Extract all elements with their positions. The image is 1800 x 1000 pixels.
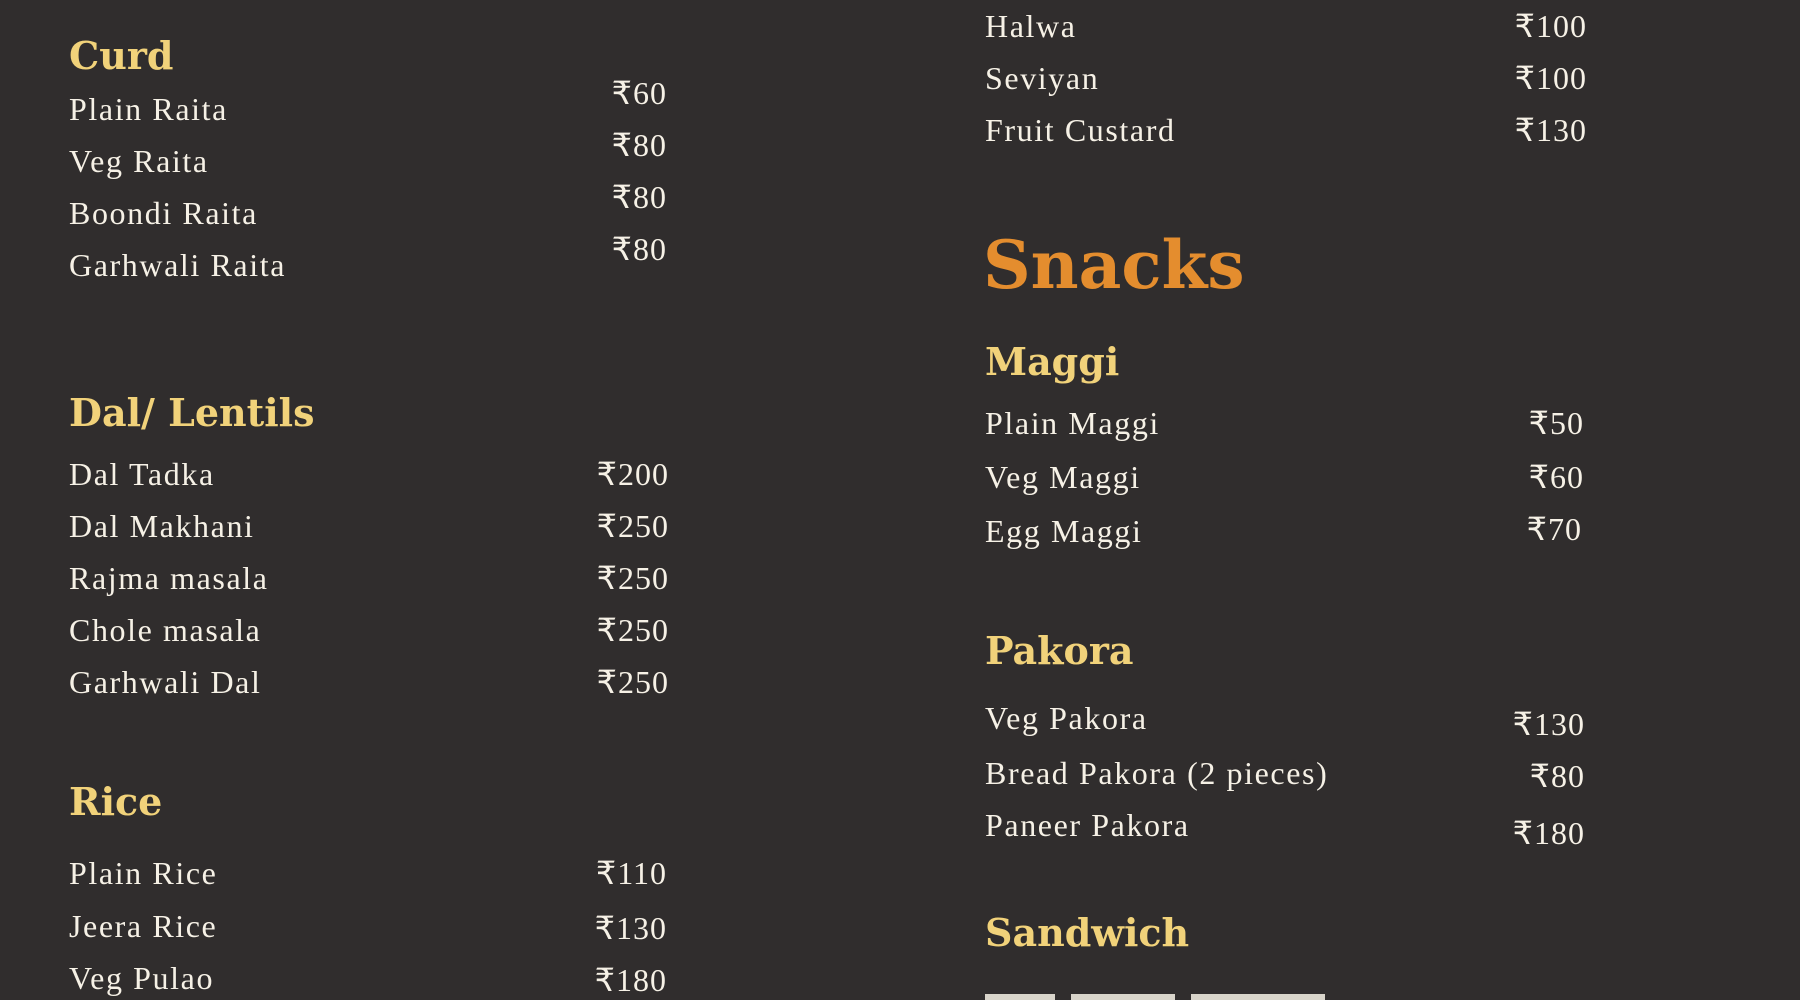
menu-item-name: Dal Tadka — [69, 456, 215, 492]
menu-item-name: Halwa — [985, 8, 1077, 44]
menu-item-price: ₹130 — [1512, 706, 1585, 742]
section-title-pakora: Pakora — [985, 628, 1134, 673]
section-title-maggi: Maggi — [985, 339, 1120, 384]
menu-item-price: ₹70 — [1526, 511, 1582, 547]
menu-item-price: ₹180 — [1512, 815, 1585, 851]
menu-item-name: Dal Makhani — [69, 508, 255, 544]
menu-item-price: ₹130 — [1514, 112, 1587, 148]
menu-item-name: Veg Pakora — [985, 700, 1148, 736]
menu-item-price: ₹200 — [596, 456, 669, 492]
menu-item-price: ₹250 — [596, 508, 669, 544]
menu-item-price: ₹60 — [611, 75, 667, 111]
menu-item-price: ₹80 — [611, 179, 667, 215]
menu-item-price: ₹80 — [611, 231, 667, 267]
menu-item-price: ₹130 — [594, 910, 667, 946]
section-title-dal: Dal/ Lentils — [69, 390, 315, 435]
section-title-sandwich: Sandwich — [985, 910, 1190, 955]
menu-item-name: Plain Raita — [69, 91, 228, 127]
menu-item-name: Egg Maggi — [985, 513, 1143, 549]
menu-item-name: Boondi Raita — [69, 195, 258, 231]
cut-off-menu-line — [985, 994, 1325, 1000]
menu-item-price: ₹80 — [1529, 758, 1585, 794]
category-title-snacks: Snacks — [983, 226, 1245, 304]
menu-item-price: ₹50 — [1528, 405, 1584, 441]
menu-item-name: Plain Maggi — [985, 405, 1160, 441]
menu-item-price: ₹100 — [1514, 60, 1587, 96]
section-title-curd: Curd — [69, 33, 174, 78]
menu-item-price: ₹60 — [1528, 459, 1584, 495]
menu-item-price: ₹180 — [594, 962, 667, 998]
menu-item-name: Seviyan — [985, 60, 1100, 96]
menu-item-price: ₹250 — [596, 560, 669, 596]
menu-item-name: Veg Pulao — [69, 960, 215, 996]
menu-item-name: Garhwali Raita — [69, 247, 286, 283]
section-title-rice: Rice — [69, 779, 163, 824]
menu-item-price: ₹250 — [596, 664, 669, 700]
menu-item-name: Jeera Rice — [69, 908, 218, 944]
menu-item-price: ₹250 — [596, 612, 669, 648]
menu-item-name: Fruit Custard — [985, 112, 1176, 148]
menu-item-name: Plain Rice — [69, 855, 218, 891]
menu-item-name: Veg Maggi — [985, 459, 1141, 495]
menu-item-name: Chole masala — [69, 612, 262, 648]
menu-item-price: ₹100 — [1514, 8, 1587, 44]
menu-item-name: Veg Raita — [69, 143, 209, 179]
menu-item-price: ₹110 — [595, 855, 667, 891]
menu-item-name: Paneer Pakora — [985, 807, 1190, 843]
menu-item-price: ₹80 — [611, 127, 667, 163]
menu-item-name: Bread Pakora (2 pieces) — [985, 755, 1329, 791]
menu-item-name: Garhwali Dal — [69, 664, 262, 700]
menu-item-name: Rajma masala — [69, 560, 269, 596]
